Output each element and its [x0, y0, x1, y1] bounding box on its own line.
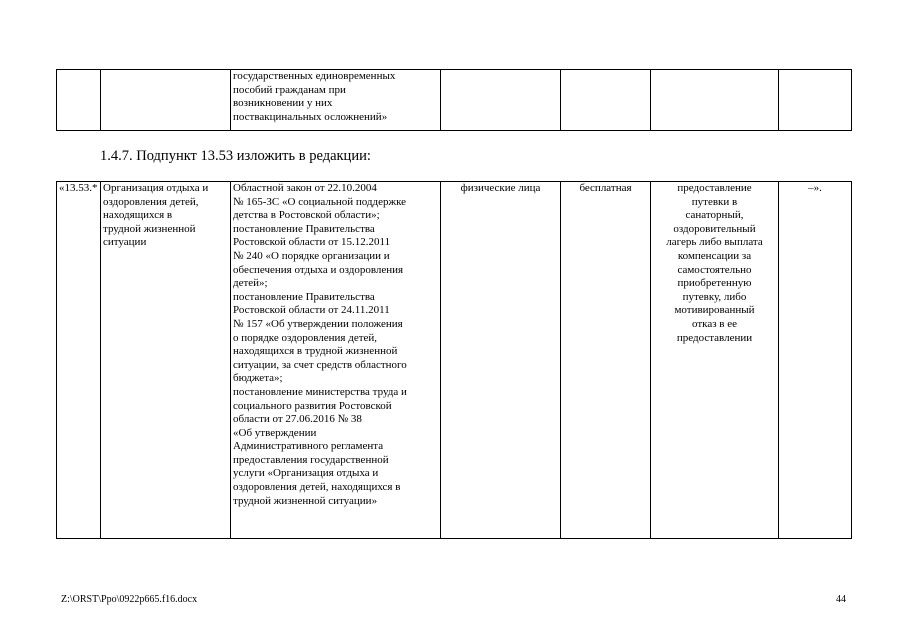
- cell-payment: [561, 70, 651, 131]
- cell-legal-basis: Областной закон от 22.10.2004 № 165-ЗС «О социальной поддержке детства в Ростовской области»; постановление Правительства Ростовской области от 15.12.2011 № 240 «О порядке организации и обеспечения отдыха и оздоровления детей»; постановление Правительства Ростовской области от 24.11.2011 № 157 «Об утверждении положения о порядке оздоровления детей, находящихся в трудной жизненной ситуации, за счет средств областного бюджета»; постановление министерства труда и социального развития Ростовской области от 27.06.2016 № 38 «Об утверждении Административного регламента предоставления государственной услуги «Организация отдыха и оздоровления детей, находящихся в трудной жизненной ситуации»: [231, 182, 441, 539]
- footer-file-path: Z:\ORST\Ppo\0922p665.f16.docx: [61, 594, 198, 605]
- cell-number: «13.53.*: [57, 182, 101, 539]
- cell-closing: [779, 70, 852, 131]
- cell-service: [101, 70, 231, 131]
- section-heading: 1.4.7. Подпункт 13.53 изложить в редакции:: [100, 148, 371, 164]
- table-row: [57, 182, 852, 539]
- cell-service: Организация отдыха и оздоровления детей, находящихся в трудной жизненной ситуации: [101, 182, 231, 539]
- cell-legal-basis: государственных единовременных пособий гражданам при возникновении у них поствакцинальных осложнений»: [231, 70, 441, 131]
- service-table: [56, 181, 852, 539]
- cell-result: предоставление путевки в санаторный, оздоровительный лагерь либо выплата компенсации за самостоятельно приобретенную путевку, либо мотивированный отказ в ее предоставлении: [651, 182, 779, 539]
- cell-number: [57, 70, 101, 131]
- cell-recipients: [441, 70, 561, 131]
- cell-closing: –».: [779, 182, 852, 539]
- previous-row-table: [56, 69, 852, 131]
- page-number: 44: [836, 594, 846, 605]
- cell-recipients: физические лица: [441, 182, 561, 539]
- cell-result: [651, 70, 779, 131]
- table-row: [57, 70, 852, 131]
- cell-payment: бесплатная: [561, 182, 651, 539]
